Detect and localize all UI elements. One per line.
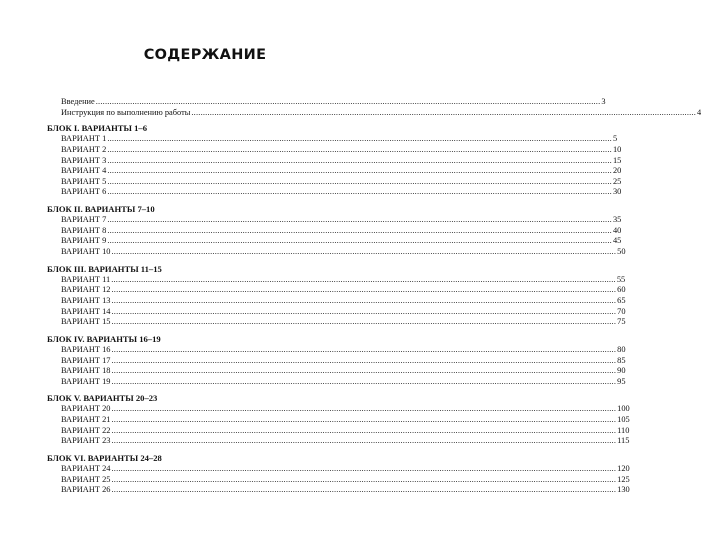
toc-entry[interactable] bbox=[47, 464, 630, 475]
dot-leader: ............................................................................................................................................................................................................................ bbox=[191, 107, 697, 117]
toc-entry-label: ВАРИАНТ 25 bbox=[61, 474, 111, 484]
toc-entry-label: ВАРИАНТ 15 bbox=[61, 317, 111, 327]
toc-entry[interactable] bbox=[47, 415, 630, 426]
toc-entry-label: ВАРИАНТ 18 bbox=[61, 366, 111, 376]
block-heading: БЛОК IV. ВАРИАНТЫ 16–19 bbox=[47, 333, 161, 344]
dot-leader: ............................................................................................................................................................................................................................ bbox=[107, 144, 612, 154]
toc-entry-label: ВАРИАНТ 5 bbox=[61, 176, 107, 186]
block-heading: БЛОК V. ВАРИАНТЫ 20–23 bbox=[47, 393, 158, 404]
block-heading: БЛОК II. ВАРИАНТЫ 7–10 bbox=[47, 204, 155, 215]
toc-entry-label: ВАРИАНТ 7 bbox=[61, 215, 107, 225]
toc-entry[interactable] bbox=[47, 355, 626, 367]
dot-leader: ............................................................................................................................................................................................................................ bbox=[107, 166, 612, 176]
toc-entry-label: ВАРИАНТ 21 bbox=[61, 415, 111, 425]
dot-leader: ............................................................................................................................................................................................................................ bbox=[111, 474, 617, 484]
toc-entry[interactable] bbox=[47, 97, 606, 108]
toc-entry[interactable] bbox=[47, 247, 626, 258]
toc-entry-page-number: 55 bbox=[616, 274, 626, 284]
toc-entry[interactable] bbox=[47, 187, 622, 198]
dot-leader: ............................................................................................................................................................................................................................ bbox=[107, 215, 612, 225]
toc-entry-page-number: 80 bbox=[617, 344, 626, 354]
toc-entry-label: ВАРИАНТ 24 bbox=[61, 464, 111, 474]
toc-entry[interactable] bbox=[47, 404, 630, 415]
toc-entry-label: ВАРИАНТ 6 bbox=[61, 187, 107, 197]
dot-leader: ............................................................................................................................................................................................................................ bbox=[107, 176, 612, 186]
toc-entry[interactable] bbox=[47, 134, 618, 145]
toc-entry-label: ВАРИАНТ 22 bbox=[61, 425, 111, 435]
toc-entry-label: ВАРИАНТ 1 bbox=[61, 134, 107, 144]
toc-entry-page-number: 30 bbox=[612, 187, 622, 197]
toc-entry[interactable] bbox=[47, 274, 626, 286]
toc-entry-label: Инструкция по выполнению работы bbox=[61, 107, 191, 117]
dot-leader: ............................................................................................................................................................................................................................ bbox=[107, 187, 612, 197]
dot-leader: ............................................................................................................................................................................................................................ bbox=[111, 295, 617, 305]
toc-entry[interactable] bbox=[47, 155, 622, 167]
dot-leader: ............................................................................................................................................................................................................................ bbox=[111, 344, 617, 354]
toc-entry-page-number: 95 bbox=[617, 376, 626, 386]
toc-entry[interactable] bbox=[47, 485, 630, 496]
toc-entry[interactable] bbox=[47, 107, 701, 119]
toc-entry[interactable] bbox=[47, 425, 630, 437]
toc-entry-page-number: 35 bbox=[612, 215, 622, 225]
toc-entry[interactable] bbox=[47, 225, 622, 237]
toc-entry-page-number: 20 bbox=[612, 166, 622, 176]
toc-entry-page-number: 50 bbox=[617, 247, 626, 257]
dot-leader: ............................................................................................................................................................................................................................ bbox=[107, 134, 612, 144]
toc-entry-label: ВАРИАНТ 8 bbox=[61, 225, 107, 235]
toc-entry-label: ВАРИАНТ 16 bbox=[61, 344, 111, 354]
toc-entry-label: ВАРИАНТ 3 bbox=[61, 155, 107, 165]
dot-leader: ............................................................................................................................................................................................................................ bbox=[111, 366, 617, 376]
toc-entry[interactable] bbox=[47, 144, 622, 156]
dot-leader: ............................................................................................................................................................................................................................ bbox=[111, 425, 617, 435]
dot-leader: ............................................................................................................................................................................................................................ bbox=[111, 376, 617, 386]
toc-entry-page-number: 70 bbox=[617, 306, 626, 316]
toc-entry[interactable] bbox=[47, 215, 622, 226]
dot-leader: ............................................................................................................................................................................................................................ bbox=[111, 355, 617, 365]
toc-entry[interactable] bbox=[47, 366, 626, 377]
toc-entry[interactable] bbox=[47, 295, 626, 307]
toc-entry[interactable] bbox=[47, 317, 626, 328]
toc-entry-page-number: 65 bbox=[617, 295, 626, 305]
toc-entry-label: ВАРИАНТ 19 bbox=[61, 376, 111, 386]
toc-entry-page-number: 3 bbox=[601, 97, 606, 106]
toc-entry-page-number: 5 bbox=[612, 134, 618, 144]
dot-leader: ............................................................................................................................................................................................................................ bbox=[111, 464, 617, 474]
toc-entry-page-number: 85 bbox=[617, 355, 626, 365]
dot-leader: ............................................................................................................................................................................................................................ bbox=[111, 485, 617, 495]
toc-entry-label: ВАРИАНТ 4 bbox=[61, 166, 107, 176]
toc-entry-page-number: 110 bbox=[617, 425, 630, 435]
toc-entry-label: ВАРИАНТ 10 bbox=[61, 247, 111, 257]
dot-leader: ............................................................................................................................................................................................................................ bbox=[111, 404, 617, 414]
dot-leader: ............................................................................................................................................................................................................................ bbox=[107, 225, 612, 235]
toc-entry[interactable] bbox=[47, 176, 622, 188]
toc-entry[interactable] bbox=[47, 236, 622, 247]
dot-leader: ............................................................................................................................................................................................................................ bbox=[111, 317, 617, 327]
dot-leader: ............................................................................................................................................................................................................................ bbox=[111, 436, 617, 446]
toc-entry-label: ВАРИАНТ 17 bbox=[61, 355, 111, 365]
toc-entry-label: ВАРИАНТ 26 bbox=[61, 485, 111, 495]
toc-entry-label: ВАРИАНТ 13 bbox=[61, 295, 111, 305]
dot-leader: ............................................................................................................................................................................................................................ bbox=[111, 285, 617, 295]
toc-entry-page-number: 10 bbox=[612, 144, 622, 154]
toc-entry-page-number: 100 bbox=[617, 404, 630, 414]
toc-entry-label: ВАРИАНТ 20 bbox=[61, 404, 111, 414]
toc-entry-label: ВАРИАНТ 2 bbox=[61, 144, 107, 154]
dot-leader: ............................................................................................................................................................................................................................ bbox=[95, 97, 601, 106]
toc-entry-label: Введение bbox=[61, 97, 95, 106]
toc-entry-page-number: 40 bbox=[612, 225, 622, 235]
toc-entry-page-number: 60 bbox=[617, 285, 626, 295]
toc-entry-label: ВАРИАНТ 23 bbox=[61, 436, 111, 446]
toc-entry-page-number: 4 bbox=[697, 107, 701, 117]
dot-leader: ............................................................................................................................................................................................................................ bbox=[111, 247, 617, 257]
toc-entry-label: ВАРИАНТ 11 bbox=[61, 274, 111, 284]
toc-entry-page-number: 15 bbox=[612, 155, 622, 165]
dot-leader: ............................................................................................................................................................................................................................ bbox=[111, 415, 617, 425]
block-heading: БЛОК VI. ВАРИАНТЫ 24–28 bbox=[47, 453, 162, 464]
toc-entry[interactable] bbox=[47, 306, 626, 318]
toc-entry-page-number: 115 bbox=[617, 436, 630, 446]
toc-entry[interactable] bbox=[47, 376, 626, 388]
block-heading: БЛОК III. ВАРИАНТЫ 11–15 bbox=[47, 263, 162, 274]
toc-entry[interactable] bbox=[47, 344, 626, 356]
table-of-contents bbox=[47, 97, 701, 496]
dot-leader: ............................................................................................................................................................................................................................ bbox=[107, 155, 612, 165]
toc-entry-label: ВАРИАНТ 14 bbox=[61, 306, 111, 316]
toc-entry[interactable] bbox=[47, 166, 622, 177]
toc-entry-page-number: 90 bbox=[617, 366, 626, 376]
toc-entry[interactable] bbox=[47, 436, 630, 447]
page-title: СОДЕРЖАНИЕ bbox=[143, 47, 267, 63]
dot-leader: ............................................................................................................................................................................................................................ bbox=[107, 236, 612, 246]
dot-leader: ............................................................................................................................................................................................................................ bbox=[111, 274, 616, 284]
toc-entry-page-number: 130 bbox=[617, 485, 630, 495]
toc-entry-label: ВАРИАНТ 9 bbox=[61, 236, 107, 246]
block-heading: БЛОК I. ВАРИАНТЫ 1–6 bbox=[47, 123, 148, 134]
toc-entry-page-number: 45 bbox=[612, 236, 622, 246]
dot-leader: ............................................................................................................................................................................................................................ bbox=[111, 306, 617, 316]
toc-entry[interactable] bbox=[47, 474, 630, 486]
toc-entry-page-number: 120 bbox=[617, 464, 630, 474]
toc-entry-page-number: 105 bbox=[617, 415, 630, 425]
toc-entry-label: ВАРИАНТ 12 bbox=[61, 285, 111, 295]
toc-entry-page-number: 75 bbox=[617, 317, 626, 327]
toc-entry-page-number: 125 bbox=[617, 474, 630, 484]
toc-entry-page-number: 25 bbox=[612, 176, 622, 186]
toc-entry[interactable] bbox=[47, 285, 626, 296]
